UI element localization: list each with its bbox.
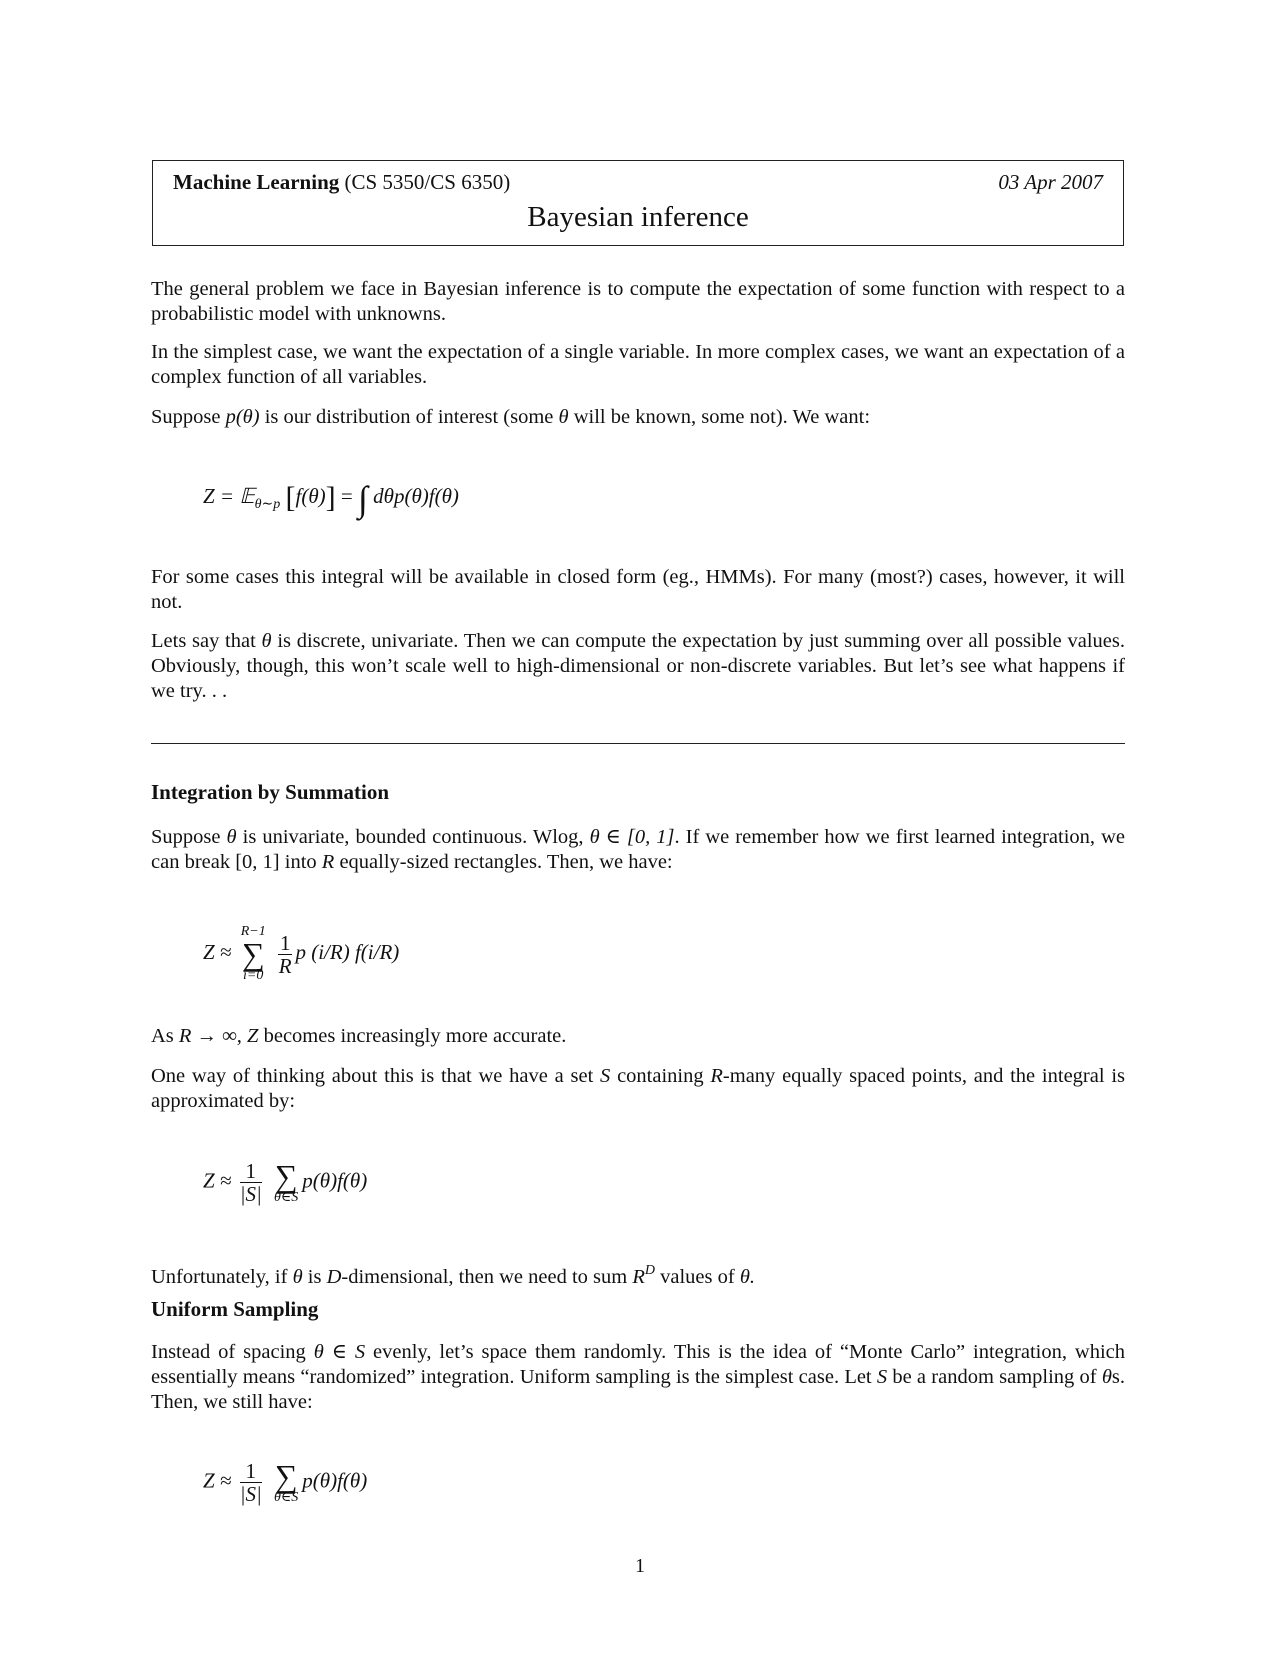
section-divider: [151, 743, 1125, 744]
lecture-header-box: [152, 160, 1124, 246]
paragraph-univariate: Suppose θ is univariate, bounded continuous. Wlog, θ ∈ [0, 1]. If we remember how we first learned integration, we can break [0, 1] into R equally-sized rectangles. Then, we have:: [151, 826, 1125, 873]
paragraph-monte-carlo: Instead of spacing θ ∈ S evenly, let’s space them randomly. This is the idea of “Monte Carlo” integration, which essentially means “randomized” integration. Uniform sampling is the simplest case. Let S be a random sampling of θs. Then, we still have:: [151, 1341, 1126, 1413]
course-title: Machine Learning (CS 5350/CS 6350): [173, 170, 511, 194]
equation-riemann-sum: Z ≈ R−1 ∑ i=0 $\frac{1}{R}$ p (i/R) f(i/R): [203, 924, 400, 983]
paragraph-intro: The general problem we face in Bayesian inference is to compute the expectation of some function with respect to a probabilistic model with unknowns.: [151, 278, 1125, 325]
paragraph-simplest-case: In the simplest case, we want the expectation of a single variable. In more complex cases, we want an expectation of a complex function of all variables.: [151, 341, 1125, 388]
section-heading-uniform-sampling: Uniform Sampling: [151, 1297, 319, 1321]
paragraph-limit: As R → ∞, Z becomes increasingly more accurate.: [151, 1025, 567, 1047]
page-number: 1: [635, 1555, 645, 1577]
section-heading-integration-by-summation: Integration by Summation: [151, 780, 390, 804]
paragraph-closed-form: For some cases this integral will be available in closed form (eg., HMMs). For many (most?) cases, however, it will not.: [151, 566, 1125, 613]
equation-monte-carlo-average: Z ≈ $\frac{1}{|S|}$ ∑ θ∈S p(θ)f(θ): [203, 1457, 368, 1506]
paragraph-set-s: One way of thinking about this is that we have a set S containing R-many equally spaced points, and the integral is approximated by:: [151, 1065, 1125, 1112]
lecture-date: 03 Apr 2007: [998, 170, 1103, 194]
paragraph-discrete: Lets say that θ is discrete, univariate. Then we can compute the expectation by just summing over all possible values. Obviously, though, this won’t scale well to high-dimensional or non-discrete variables. But let’s see what happens if we try. . .: [151, 630, 1125, 702]
equation-set-average: Z ≈ $\frac{1}{|S|}$ ∑ θ∈S p(θ)f(θ): [203, 1157, 368, 1206]
document-title: Bayesian inference: [527, 201, 749, 233]
equation-expectation: Z = 𝔼$_{\theta\sim p}$ [f(θ)] = ∫ dθp(θ)f(θ): [203, 479, 459, 519]
paragraph-distribution: Suppose p(θ) is our distribution of interest (some θ will be known, some not). We want:: [151, 406, 871, 428]
paragraph-dimensionality: Unfortunately, if θ is D-dimensional, then we need to sum $R^D$ values of θ.: [151, 1263, 756, 1288]
